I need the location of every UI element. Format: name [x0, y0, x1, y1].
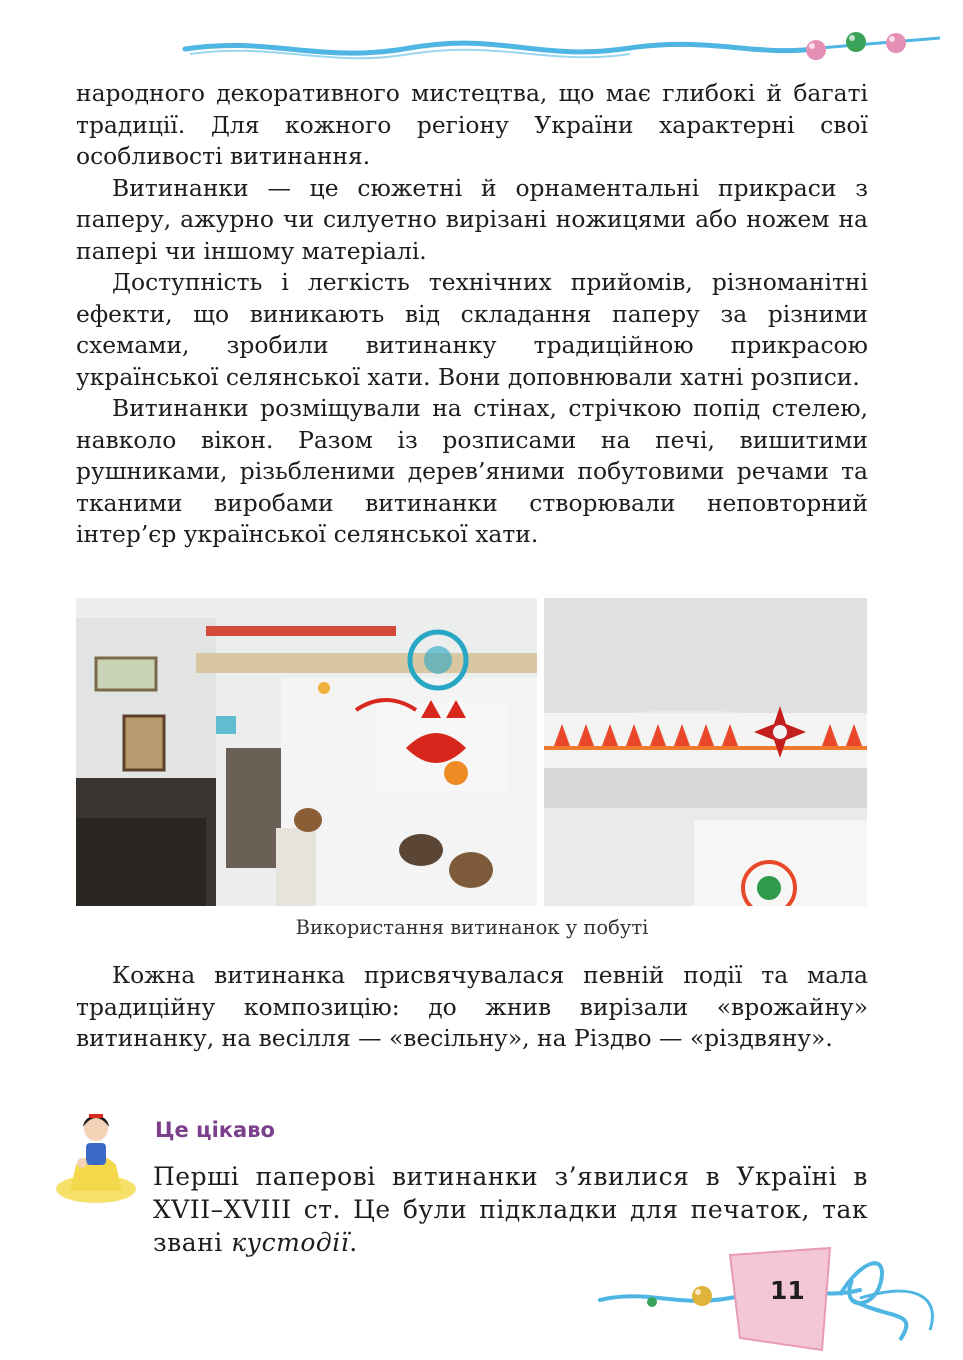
girl-illustration-icon: [52, 1105, 136, 1205]
interest-text-italic: кустодії: [231, 1228, 350, 1257]
photo-house-interior: [76, 598, 537, 906]
interest-heading: Це цікаво: [155, 1118, 275, 1142]
after-text: [76, 960, 868, 1055]
interest-text-main: Перші паперові витинанки з’явилися в Україні в XVII–XVIII ст. Це були підкладки для печаток, так звані: [153, 1162, 868, 1257]
paragraph-5: Кожна витинанка присвячувалася певній події та мала традиційну композицію: до жнив вирізали «врожайну» витинанку, на весілля — «весільну», на Різдво — «різдвяну».: [76, 961, 868, 1052]
photo-stove-frieze: [544, 598, 867, 906]
paragraph-2: Витинанки — це сюжетні й орнаментальні прикраси з паперу, ажурно чи силуетно вирізані ножицями або ножем на папері чи іншому матеріалі.: [76, 173, 868, 265]
photo-caption: Використання витинанок у побуті: [295, 916, 649, 939]
page-number: 11: [770, 1276, 805, 1305]
intro-text: [76, 78, 868, 551]
top-ribbon-decoration: [180, 24, 950, 74]
paragraph-4: Витинанки розміщували на стінах, стрічкою попід стелею, навколо вікон. Разом із розписами на печі, вишитими рушниками, різьбленими дерев’яними побутовими речами та тканими виробами витинанки створювали неповторний інтер’єр української селянської хати.: [76, 394, 868, 548]
paragraph-1: народного декоративного мистецтва, що має глибокі й багаті традиції. Для кожного регіону України характерні свої особливості витинання.: [76, 79, 868, 170]
interest-text-end: .: [349, 1228, 358, 1257]
paragraph-3: Доступність і легкість технічних прийомів, різноманітні ефекти, що виникають від складання паперу за різними схемами, зробили витинанку традиційною прикрасою української селянської хати. Вони доповнювали хатні розписи.: [76, 268, 868, 391]
